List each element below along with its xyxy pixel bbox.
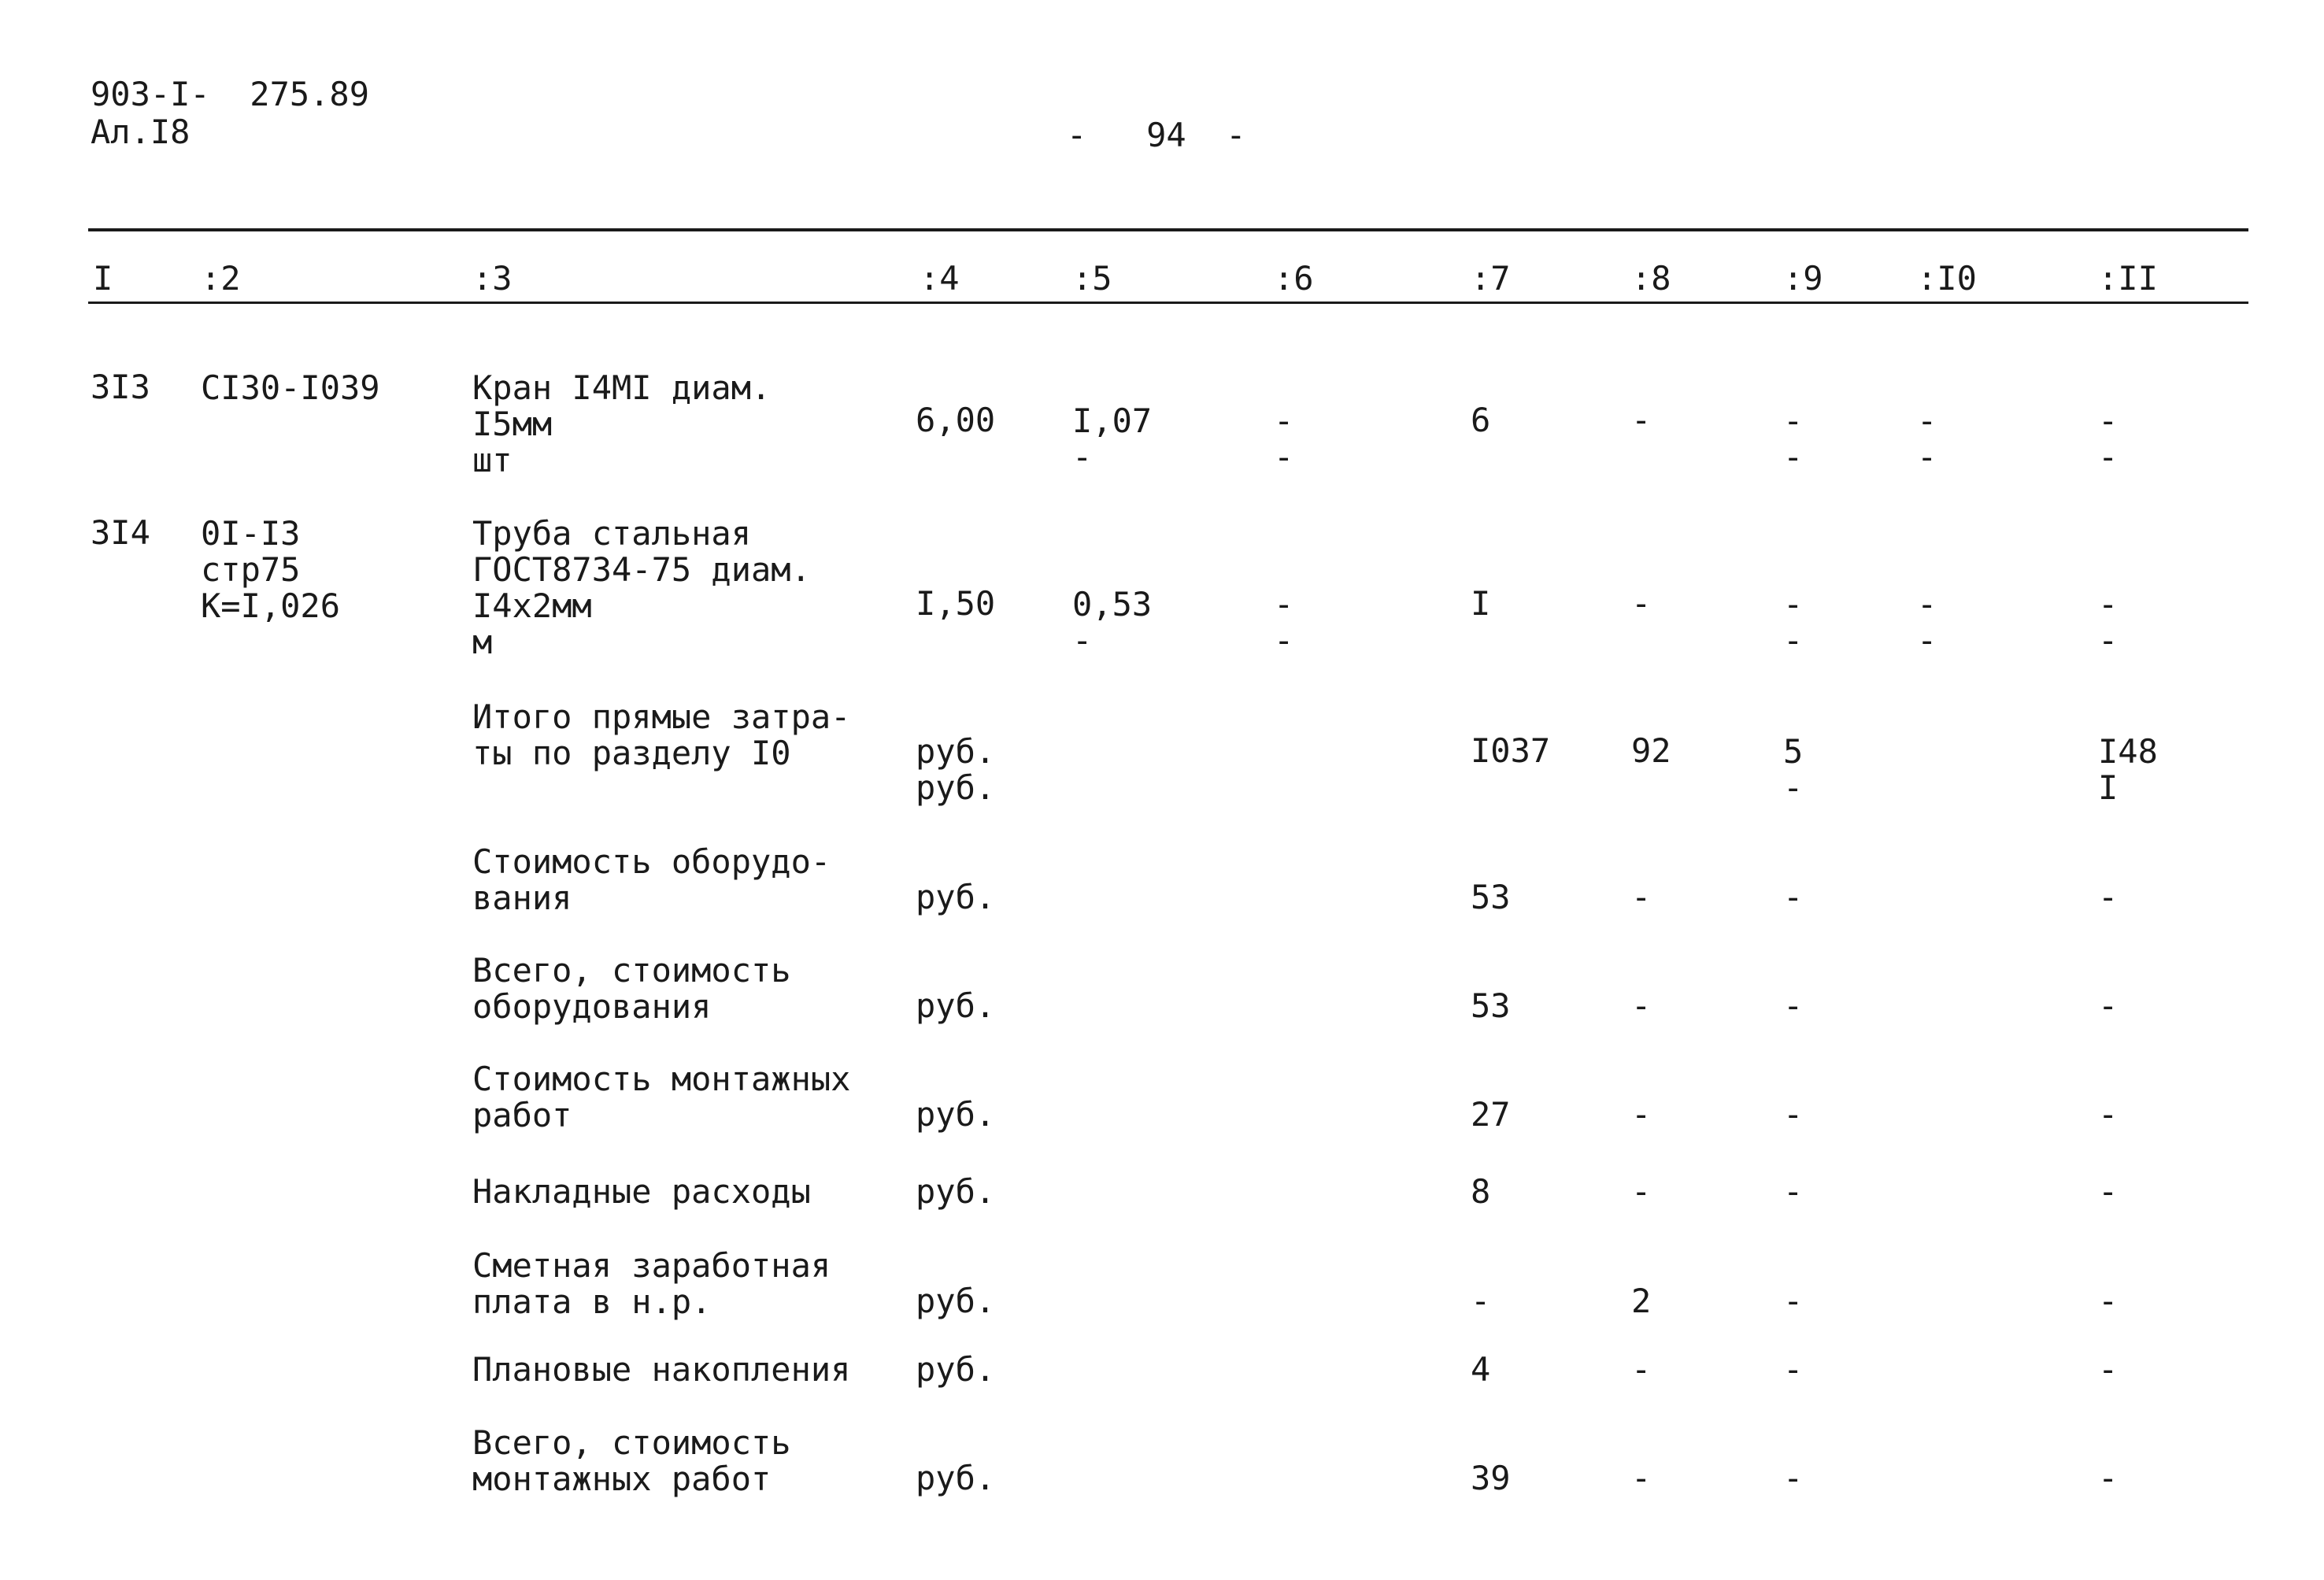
column-header-6: :6 — [1274, 259, 1314, 298]
item-description: Итого прямые затра- ты по разделу I0 — [472, 697, 851, 772]
item-description: Труба стальная ГОСТ8734-75 диам. I4х2мм м — [472, 514, 811, 661]
item-description: Кран I4MI диам. I5мм шт — [472, 368, 772, 479]
col-9-value: - — [1783, 878, 1804, 916]
unit: руб. — [916, 878, 996, 916]
column-header-11: :II — [2098, 259, 2158, 298]
col-8-value: 2 — [1631, 1282, 1652, 1320]
col-8-value: - — [1631, 1350, 1652, 1389]
col-9-value: - - — [1783, 585, 1804, 660]
item-description: Сметная заработная плата в н.р. — [472, 1246, 831, 1321]
col-11-value: - — [2098, 1095, 2119, 1134]
col-9-value: - - — [1783, 401, 1804, 476]
column-header-9: :9 — [1783, 259, 1823, 298]
item-description: Всего, стоимость монтажных работ — [472, 1423, 791, 1498]
col-11-value: - — [2098, 1459, 2119, 1497]
col-7-value: 4 — [1471, 1350, 1491, 1389]
column-header-4: :4 — [920, 259, 960, 298]
col-8-value: - — [1631, 878, 1652, 916]
col-8-value: - — [1631, 986, 1652, 1025]
row-number: 3I3 — [91, 368, 150, 406]
col-9-value: - — [1783, 1459, 1804, 1497]
col-7-value: I037 — [1471, 731, 1551, 770]
col-10-value: - - — [1917, 401, 1937, 476]
col-11-value: - — [2098, 1282, 2119, 1320]
price-code: 0I-I3 стр75 К=I,026 — [201, 514, 341, 625]
unit: руб. — [916, 1282, 996, 1320]
row-number: 3I4 — [91, 513, 150, 552]
column-header-1: I — [93, 259, 113, 298]
document-code: 903-I- 275.89 — [91, 75, 370, 113]
price-code: CI30-I039 — [201, 368, 380, 407]
unit: руб. — [916, 1459, 996, 1497]
col-7-value: 8 — [1471, 1172, 1491, 1211]
item-description: Стоимость монтажных работ — [472, 1060, 851, 1134]
table-top-rule — [88, 228, 2248, 231]
col-11-value: - - — [2098, 585, 2119, 660]
column-header-2: :2 — [201, 259, 241, 298]
col-9-value: - — [1783, 1282, 1804, 1320]
unit: руб. — [916, 1350, 996, 1389]
item-description: Плановые накопления — [472, 1350, 851, 1389]
col-7-value: I — [1471, 584, 1491, 623]
col-5-value: 0,53 - — [1072, 585, 1153, 660]
col-7-value: 53 — [1471, 986, 1511, 1025]
col-11-value: - — [2098, 986, 2119, 1025]
column-header-7: :7 — [1471, 259, 1511, 298]
sheet-label: Ал.I8 — [91, 113, 191, 151]
quantity: I,50 — [916, 584, 996, 623]
col-6-value: - - — [1274, 585, 1294, 660]
unit: руб. — [916, 1172, 996, 1211]
item-description: Накладные расходы — [472, 1172, 811, 1211]
unit: руб. — [916, 986, 996, 1025]
col-7-value: 39 — [1471, 1459, 1511, 1497]
item-description: Стоимость оборудо- вания — [472, 842, 831, 917]
column-header-5: :5 — [1072, 259, 1112, 298]
col-6-value: - - — [1274, 401, 1294, 476]
col-8-value: - — [1631, 584, 1652, 623]
col-11-value: - — [2098, 1350, 2119, 1389]
col-9-value: - — [1783, 1350, 1804, 1389]
col-9-value: - — [1783, 1095, 1804, 1134]
col-9-value: 5 - — [1783, 732, 1804, 807]
col-9-value: - — [1783, 1172, 1804, 1211]
col-8-value: - — [1631, 1459, 1652, 1497]
page-number: - 94 - — [1067, 116, 1246, 154]
col-5-value: I,07 - — [1072, 401, 1153, 476]
col-8-value: - — [1631, 1095, 1652, 1134]
table-header-rule — [88, 302, 2248, 304]
col-11-value: I48 I — [2098, 732, 2158, 807]
col-8-value: 92 — [1631, 731, 1671, 770]
column-header-10: :I0 — [1917, 259, 1977, 298]
unit: руб. — [916, 1095, 996, 1134]
unit: руб. руб. — [916, 732, 996, 807]
col-11-value: - — [2098, 878, 2119, 916]
col-11-value: - - — [2098, 401, 2119, 476]
col-7-value: - — [1471, 1282, 1491, 1320]
col-10-value: - - — [1917, 585, 1937, 660]
col-7-value: 6 — [1471, 401, 1491, 439]
column-header-3: :3 — [472, 259, 513, 298]
col-7-value: 53 — [1471, 878, 1511, 916]
quantity: 6,00 — [916, 401, 996, 439]
item-description: Всего, стоимость оборудования — [472, 951, 791, 1026]
column-header-8: :8 — [1631, 259, 1671, 298]
col-7-value: 27 — [1471, 1095, 1511, 1134]
col-9-value: - — [1783, 986, 1804, 1025]
col-8-value: - — [1631, 401, 1652, 439]
col-8-value: - — [1631, 1172, 1652, 1211]
col-11-value: - — [2098, 1172, 2119, 1211]
